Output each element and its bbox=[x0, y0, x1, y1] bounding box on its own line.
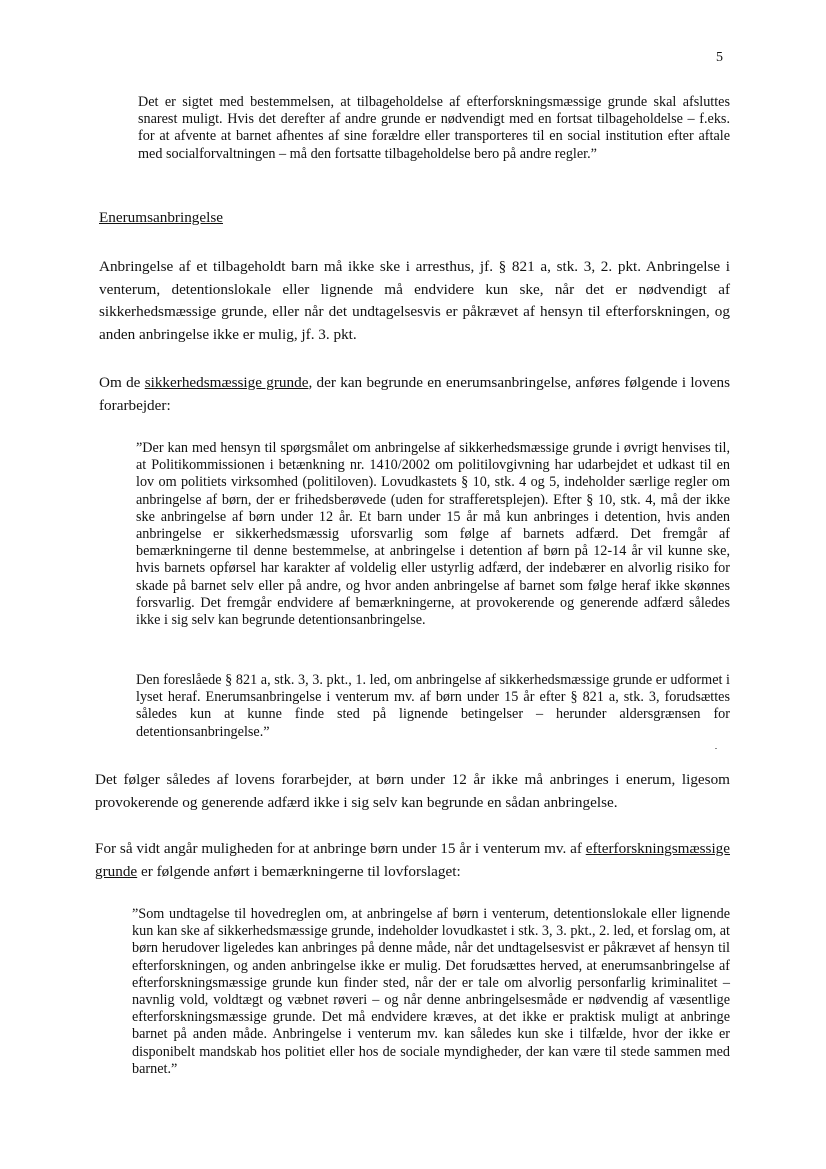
para2-underlined-term: sikkerhedsmæssige grunde bbox=[144, 374, 309, 391]
para4-text-after: er følgende anført i bemærkningerne til lovforslaget: bbox=[137, 862, 461, 880]
quote-forarbejder-p2: Den foreslåede § 821 a, stk. 3, 3. pkt., 1. led, om anbringelse af sikkerhedsmæssige grunde er udformet i lyset heraf. Enerumsanbringelse i venterum mv. af børn under 15 år efter § 821 a, stk. 3, forudsættes således kun at kunne finde sted på lignende betingelser – herunder aldersgrænsen for detentionsanbringelse.” bbox=[136, 672, 730, 740]
paragraph-efterforskningsgrunde bbox=[95, 838, 730, 883]
quote-bemaerkninger: ”Som undtagelse til hovedreglen om, at anbringelse af børn i venterum, detentionslokale eller lignende kun kan ske af sikkerhedsmæssige grunde, indeholder lovudkastet i stk. 3, 3. pkt., 2. led, et forslag om, at børn herudover ligeledes kan anbringes på denne måde, når det undtagelsesvist er påkrævet af hensyn til efterforskningen, og anden anbringelse ikke er mulig. Det forudsættes herved, at enerumsanbringelse af efterforskningsmæssige grunde kun finder sted, når der er tale om alvorlig personfarlig kriminalitet – navnlig vold, voldtægt og væbnet røveri – og når denne anbringelsesmåde er nødvendig af væsentlige efterforskningsmæssige grunde. Det må endvidere kræves, at det ikke er praktisk muligt at anbringe barnet på anden måde. Anbringelse i venterum mv. kan således kun ske i tilfælde, hvor der ikke er disponibelt mandskab hos politiet eller hos de sociale myndigheder, der kan være til stede sammen med barnet.” bbox=[132, 906, 730, 1077]
section-heading: Enerumsanbringelse bbox=[99, 209, 223, 226]
paragraph-conclusion: Det følger således af lovens forarbejder, at børn under 12 år ikke må anbringes i enerum, ligesom provokerende og generende adfærd ikke i sig selv kan begrunde en sådan anbringelse. bbox=[95, 771, 730, 811]
para2-text-before: Om de bbox=[99, 374, 145, 391]
para4-underlined-term: efterforskningsmæssige grunde bbox=[95, 840, 730, 880]
quote-forarbejder-p1: ”Der kan med hensyn til spørgsmålet om anbringelse af sikkerhedsmæssige grunde i øvrigt henvises til, at Politikommissionen i betænkning nr. 1410/2002 om politilovgivning har udarbejdet et udkast til en lov om politiets virksomhed (politiloven). Lovudkastets § 10, stk. 4 og 5, indeholder særlige regler om anbringelse af børn, der er frihedsberøvede (uden for strafferetsplejen). Efter § 10, stk. 4, må der ikke ske anbringelse af børn under 12 år. Et barn under 15 år må kun anbringes i detention, hvis anden anbringelse er sikkerhedsmæssig uforsvarlig som følge af barnets adfærd. Det fremgår af bemærkningerne til denne bestemmelse, at anbringelse i detention af børn på 12-14 år vil kunne ske, hvis barnets opførsel har karakter af voldelig eller ustyrlig adfærd, der indebærer en alvorlig risiko for skade på barnet selv eller på andre, og hvor anden anbringelse af barnet som følge heraf ikke skønnes forsvarlig. Det fremgår endvidere af bemærkningerne, at provokerende og generende adfærd således ikke i sig selv kan begrunde detentionsanbringelse. bbox=[136, 440, 730, 629]
paragraph-anbringelse: Anbringelse af et tilbageholdt barn må ikke ske i arresthus, jf. § 821 a, stk. 3, 2. pkt. Anbringelse i venterum, detentionslokale eller lignende må endvidere kun ske, når det er nødvendigt af sikkerhedsmæssige grunde, eller når det undtagelsesvis er påkrævet af hensyn til efterforskningen, og anden anbringelse ikke er mulig, jf. 3. pkt. bbox=[99, 258, 730, 343]
para2-text-after: , der kan begrunde en enerumsanbringelse, anføres følgende i lovens forarbejder: bbox=[99, 374, 730, 414]
para4-text-before: For så vidt angår muligheden for at anbringe børn under 15 år i venterum mv. af bbox=[95, 840, 586, 857]
scan-mark bbox=[715, 748, 717, 749]
page-number: 5 bbox=[716, 50, 723, 65]
intro-quote: Det er sigtet med bestemmelsen, at tilbageholdelse af efterforskningsmæssige grunde skal afsluttes snarest muligt. Hvis det derefter af andre grunde er nødvendigt med en fortsat tilbageholdelse – f.eks. for at afvente at barnet afhentes af sine forældre eller transporteres til en social institution efter aftale med socialforvaltningen – må den fortsatte tilbageholdelse bero på andre regler.” bbox=[138, 94, 730, 162]
paragraph-sikkerhedsgrunde bbox=[99, 372, 730, 417]
